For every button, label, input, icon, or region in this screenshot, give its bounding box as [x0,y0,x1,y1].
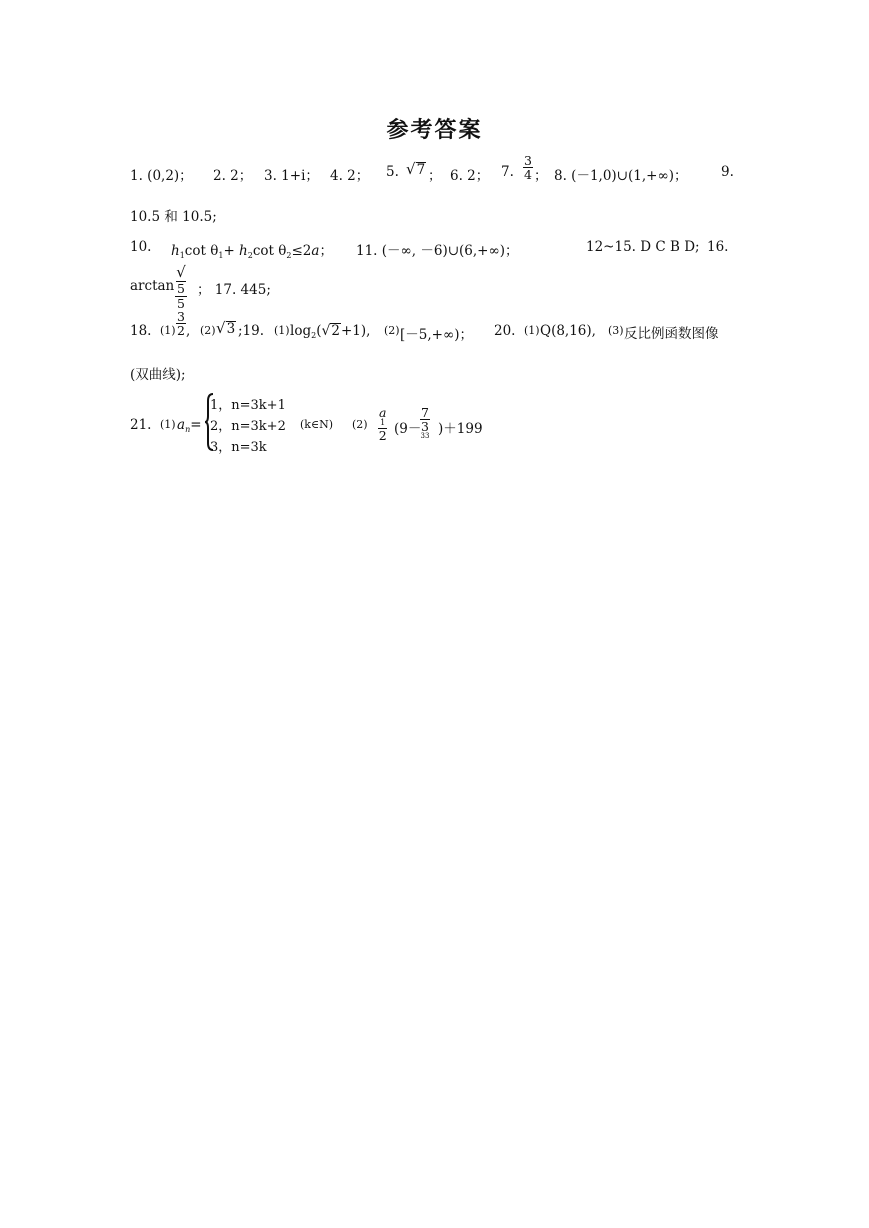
fraction-denominator [420,420,430,440]
separator: ； [319,243,333,259]
page-title: 参考答案 [386,118,483,143]
answer-8: 8. (－1,0)∪(1,+∞)； [554,168,688,184]
answer-5-sqrt: √7 [406,160,426,178]
answer-21-number: 21. [130,417,152,433]
var-a: a [311,243,320,259]
log-text: log [290,323,312,339]
answer-19-log: $\log_2(√2+1)$, [290,323,371,340]
subscript: 1 [380,418,386,428]
cot-theta: cot θ [184,243,219,259]
paren-open: (9－ [394,421,422,437]
answer-10-expression [171,239,333,260]
answer-1: 1. (0,2)； [130,168,193,184]
answer-11: 11. (－∞, －6)∪(6,+∞)； [356,243,519,259]
answer-7-fraction [523,154,533,181]
subscript: 1 [179,251,185,260]
sqrt-radicand: 3 [226,321,236,337]
case-3: 3，n=3k [210,440,267,455]
answer-17: ； 17. 445; [197,282,271,298]
answer-19-number: ;19. [238,323,265,339]
part-label: (3) [608,324,624,337]
answer-9: 10.5 和 10.5; [130,209,217,225]
paren: +1), [340,323,371,339]
paren-close: )＋199 [438,421,483,437]
part-label: (1) [160,324,176,337]
answer-21-fraction-a [378,406,387,442]
var-a: a [177,417,186,433]
answers-line-6 [130,363,186,383]
fraction-numerator: 3 [177,309,185,324]
log-base: 2 [311,331,317,340]
cot-theta: cot θ [252,243,287,259]
answer-20-point: Q(8,16), [540,323,596,339]
sqrt-radicand: 2 [331,323,340,339]
answer-5-number: 5. [386,164,399,180]
fraction-numerator: √ 5 [176,263,186,296]
part-label: (2) [384,324,400,337]
part-label: (2) [200,324,216,337]
separator: , [186,323,191,339]
answer-7-number: 7. [501,164,514,180]
subscript: n [185,425,191,434]
part-label: (2) [352,418,368,431]
answer-16-fraction [175,265,187,310]
plus-sign: + [223,243,235,259]
part-label: (1) [524,324,540,337]
answer-21-fraction-b [420,406,430,441]
answer-6: 6. 2； [450,168,490,184]
var-h: h [171,243,180,259]
case-2: 2，n=3k+2 [210,419,286,434]
answer-20-number: 20. [494,323,516,339]
answer-21-condition: (k∈N) [300,418,334,431]
subscript: 2 [286,251,292,260]
answers-line-2 [130,205,217,225]
answer-3: 3. 1+i； [264,168,319,184]
power-exponent: 33 [420,432,430,441]
fraction-denominator: 4 [524,167,532,183]
answer-16-number: 16. [707,239,729,255]
answer-10-number: 10. [130,239,152,255]
answer-2: 2. 2； [213,168,253,184]
power-base: 3 [421,419,429,435]
fraction-numerator: 7 [421,405,429,420]
answer-7-separator: ； [534,168,548,184]
fraction-numerator [378,406,387,429]
answer-16-arctan: arctan [130,278,175,294]
case-1: 1，n=3k+1 [210,398,286,413]
equals-sign: = [190,417,202,433]
var-h: h [239,243,248,259]
var-a: a [379,405,387,420]
fraction-denominator: 2 [177,323,185,339]
answer-18-number: 18. [130,323,152,339]
answer-9-number: 9. [721,164,734,180]
answer-5-separator: ； [428,168,442,184]
sequence-term [177,417,202,434]
answer-18-sqrt: √3 [216,319,236,337]
answer-20-graph: 反比例函数图像 [624,326,719,342]
fraction-numerator: 3 [524,153,532,168]
relation: ≤2 [291,243,312,259]
sqrt-radicand: 5 [177,280,185,296]
subscript: 1 [218,251,224,260]
answer-20-graph-note: (双曲线); [130,367,186,383]
subscript: 2 [247,251,253,260]
answer-19-range: [－5,+∞)； [400,327,473,343]
piecewise-cases [210,395,286,458]
answer-12-15: 12~15. D C B D; [586,239,700,255]
answer-18-fraction [176,310,186,337]
part-label: (1) [160,418,176,431]
fraction-denominator: 5 [177,295,185,311]
paren: ( [316,323,322,339]
answer-4: 4. 2； [330,168,370,184]
fraction-denominator: 2 [378,427,387,443]
part-label: (1) [274,324,290,337]
